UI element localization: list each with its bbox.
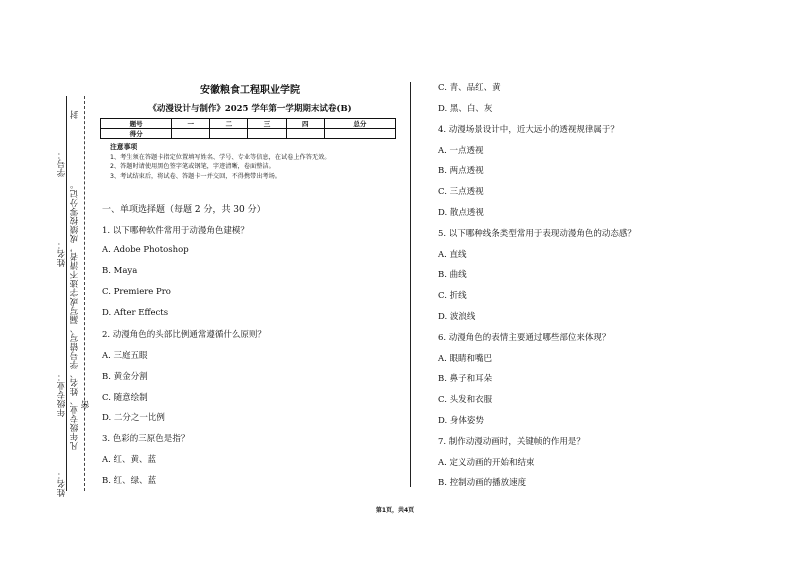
option-line: D. After Effects	[102, 308, 169, 318]
notice-block	[110, 143, 400, 181]
name-label: 姓名：	[57, 240, 67, 267]
score-table-score-row	[101, 129, 396, 139]
bottom-name-label: 姓名：	[57, 470, 67, 497]
option-line: B. 控制动画的播放速度	[438, 478, 527, 488]
option-line: A. 直线	[438, 250, 467, 260]
notice-item: 1、考生须在答题卡指定位置填写姓名、学号、专业等信息，在试卷上作答无效。	[110, 153, 331, 161]
option-line: A. 眼睛和嘴巴	[438, 354, 493, 364]
school-name: 安徽粮食工程职业学院	[200, 85, 300, 96]
notice-item: 3、考试结束后，将试卷、答题卡一并交回，不得携带出考场。	[110, 172, 281, 180]
option-line: D. 散点透视	[438, 208, 484, 218]
option-line: A. 三庭五眼	[102, 351, 148, 361]
section-heading: 一、单项选择题（每题 2 分，共 30 分）	[102, 205, 266, 215]
question-line: 1. 以下哪种软件常用于动漫角色建模？	[102, 226, 249, 236]
option-line: C. 头发和衣服	[438, 395, 493, 405]
option-line: B. 黄金分割	[102, 372, 148, 382]
column-divider	[410, 82, 411, 487]
score-cell[interactable]	[172, 129, 210, 139]
question-line: 4. 动漫场景设计中，近大远小的透视规律属于？	[438, 125, 619, 135]
question-line: 5. 以下哪种线条类型常用于表现动漫角色的动态感？	[438, 229, 636, 239]
score-cell[interactable]	[286, 129, 324, 139]
score-cell: 一	[172, 119, 210, 129]
option-line: C. Premiere Pro	[102, 287, 171, 297]
question-line: 3. 色彩的三原色是指？	[102, 434, 190, 444]
score-table	[100, 118, 396, 139]
question-line: 7. 制作动漫动画时，关键帧的作用是？	[438, 437, 585, 447]
score-cell: 题号	[101, 119, 172, 129]
option-line: B. 两点透视	[438, 166, 484, 176]
score-cell: 四	[286, 119, 324, 129]
option-line: B. 红、绿、蓝	[102, 476, 157, 486]
option-line: C. 随意绘制	[102, 393, 148, 403]
notice-item: 2、答题时请使用黑色签字笔或钢笔，字迹清晰，卷面整洁。	[110, 163, 275, 170]
exam-title: 《动漫设计与制作》2025 学年第一学期期末试卷(B)	[148, 104, 352, 114]
option-line: A. 一点透视	[438, 146, 484, 156]
option-line: C. 青、品红、黄	[438, 83, 501, 93]
notice-title: 注意事项	[110, 143, 138, 151]
student-id-label: 学号：	[57, 150, 67, 177]
score-cell: 三	[248, 119, 286, 129]
option-line: B. 鼻子和耳朵	[438, 374, 493, 384]
score-cell: 总分	[324, 119, 395, 129]
option-line: A. Adobe Photoshop	[102, 245, 189, 255]
option-line: C. 三点透视	[438, 187, 484, 197]
score-table-header-row	[101, 119, 396, 129]
question-line: 6. 动漫角色的表情主要通过哪些部位来体现？	[438, 333, 611, 343]
seal-mi: 密	[81, 400, 91, 409]
seal-feng: 封	[70, 110, 80, 119]
option-line: D. 黑、白、灰	[438, 104, 493, 114]
major-label: 年级专业：	[57, 372, 67, 417]
option-line: B. Maya	[102, 266, 138, 276]
score-cell: 二	[210, 119, 248, 129]
option-line: D. 二分之一比例	[102, 413, 165, 423]
score-cell[interactable]	[210, 129, 248, 139]
score-cell[interactable]	[248, 129, 286, 139]
binding-line-cut	[84, 96, 85, 491]
option-line: B. 曲线	[438, 270, 467, 280]
option-line: D. 身体姿势	[438, 416, 484, 426]
option-line: C. 折线	[438, 291, 467, 301]
page-number: 第1页，共4页	[375, 507, 415, 514]
question-line: 2. 动漫角色的头部比例通常遵循什么原则？	[102, 330, 266, 340]
score-cell: 得分	[101, 129, 172, 139]
option-line: A. 红、黄、蓝	[102, 455, 157, 465]
option-line: D. 波浪线	[438, 312, 476, 322]
score-cell[interactable]	[324, 129, 395, 139]
option-line: A. 定义动画的开始和结束	[438, 458, 535, 468]
binding-warning: 凡年级专业、姓名、学号错写、漏写或字迹不清者，成绩按零分记。	[70, 180, 80, 450]
